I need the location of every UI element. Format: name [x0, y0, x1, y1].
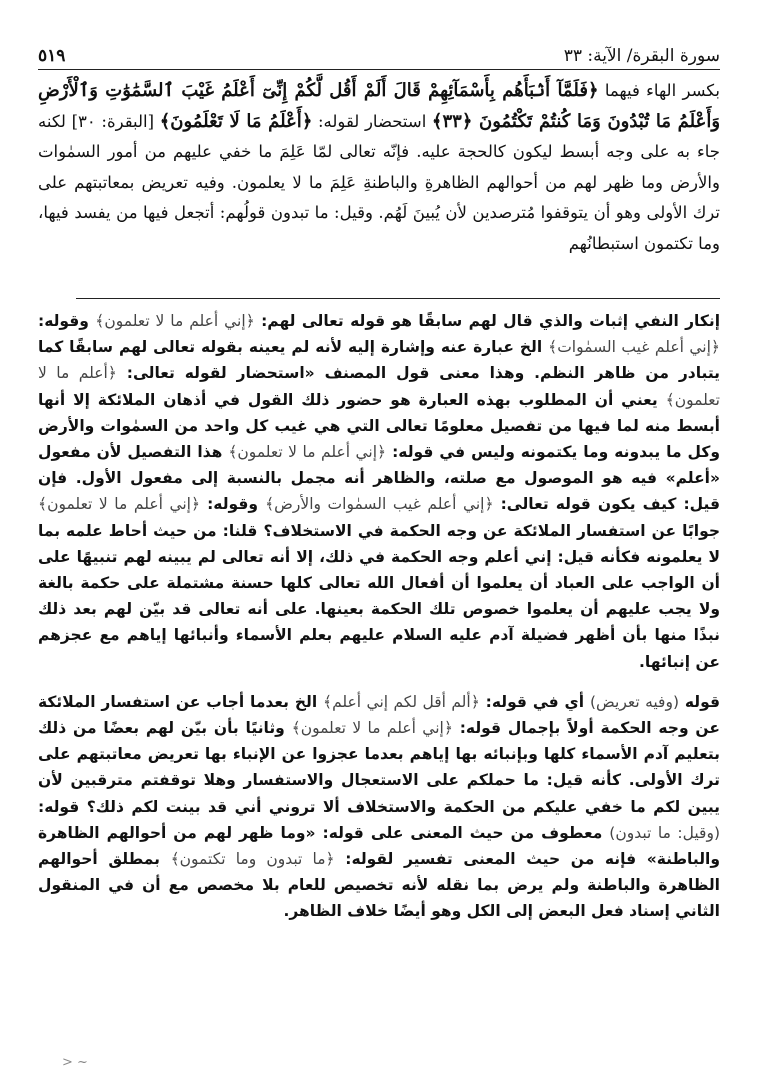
corner-mark: ~ < — [62, 1055, 88, 1070]
main-text: بكسر الهاء فيهما ﴿فَلَمَّآ أَنۢبَأَهُم بِأَسْمَآئِهِمْ قَالَ أَلَمْ أَقُل لَّكُمْ إِنِّىٓ أَعْلَمُ غَيْبَ ٱلسَّمَٰوَٰتِ وَٱلْأَرْضِ وَأَعْلَمُ مَا تُبْدُونَ وَمَا كُنتُمْ تَكْتُمُونَ ﴿٣٣﴾ استحضار لقوله: ﴿أَعْلَمُ مَا لَا تَعْلَمُونَ﴾ [البقرة: ٣٠] لكنه جاء به على وجه أبسط ليكون كالحجة عليه. فإنّه تعالى لمّا عَلِمَ ما خفي عليهم من أمور السمٰوات والأرض وما ظهر لهم من أحوالهم الظاهرةِ والباطنةِ عَلِمَ ما لا يعلمون. وفيه تعريض بمعاتبتهم على ترك الأولى وهو أن يتوقفوا مُترصدين لأن يُبينَ لَهُم. وقيل: ما تبدون قولُهم: أتجعل فيها من يفسد فيها، وما تكتمون استبطانُهم — [38, 80, 721, 253]
running-title: سورة البقرة/ الآية: ٣٣ — [563, 46, 720, 66]
quran-verse: ﴿فَلَمَّآ أَنۢبَأَهُم بِأَسْمَآئِهِمْ قَالَ أَلَمْ أَقُل لَّكُمْ إِنِّىٓ أَعْلَمُ غَيْبَ ٱلسَّمَٰوَٰتِ وَٱلْأَرْضِ وَأَعْلَمُ مَا تُبْدُونَ وَمَا كُنتُمْ تَكْتُمُونَ ﴿٣٣﴾ — [38, 80, 721, 132]
commentary — [38, 308, 720, 925]
page-header — [38, 38, 720, 70]
commentary-paragraph: قوله (وفيه تعريض) أي في قوله: ﴿ألم أقل لكم إني أعلم﴾ الخ بعدما أجاب عن استفسار الملائكة عن وجه الحكمة أولاً بإجمال قوله: ﴿إني أعلم ما لا تعلمون﴾ وثانيًا بأن بيّن لهم بعضًا من ذلك بتعليم آدم الأسماء كلها وبإنبائه بها إياهم بعدما عجزوا عن الإنباء بها تعريض معاتبتهم على ترك الأولى. كأنه قيل: ما حملكم على الاستعجال والاستفسار وهلا توقفتم مترقبين لأن يبين لكم ما خفي عليكم من الحكمة والاستخلاف ألا تروني أني قد بينت لكم ذلك؟ قوله: (وقيل: ما تبدون) معطوف من حيث المعنى على قوله: «وما ظهر لهم من أحوالهم الظاهرة والباطنة» فإنه من حيث المعنى تفسير لقوله: ﴿ما تبدون وما تكتمون﴾ بمطلق أحوالهم الظاهرة والباطنة ولم يرض بما نقله لأنه تخصيص للعام بلا مخصص مع أن في المنقول الثاني إسناد فعل البعض إلى الكل وهو أيضًا خلاف الظاهر. — [38, 692, 720, 921]
footnote-divider — [76, 298, 720, 299]
quran-verse: ﴿أَعْلَمُ مَا لَا تَعْلَمُونَ﴾ — [159, 110, 313, 132]
commentary-paragraph: إنكار النفي إثبات والذي قال لهم سابقًا هو قوله تعالى لهم: ﴿إني أعلم ما لا تعلمون﴾ وقوله: ﴿إني أعلم غيب السمٰوات﴾ الخ عبارة عنه وإشارة إليه لأنه لم يعينه بقوله تعالى لهم سابقًا كما يتبادر من ظاهر النظم. وهذا معنى قول المصنف «استحضار لقوله تعالى: ﴿أعلم ما لا تعلمون﴾ يعني أن المطلوب بهذه العبارة هو حضور ذلك القول في أذهان الملائكة إلا أنها أبسط منه لما فيها من تفصيل معلومًا تعالى التي هي غيب كل واحد من السمٰوات والأرض وكل ما يبدونه وما يكتمونه وليس في قوله: ﴿إني أعلم ما لا تعلمون﴾ هذا التفصيل لأن مفعول «أعلم» فيه هو الموصول مع صلته، والظاهر أنه مجمل بالنسبة إلى مفعول الأول. فإن قيل: كيف يكون قوله تعالى: ﴿إني أعلم غيب السمٰوات والأرض﴾ وقوله: ﴿إني أعلم ما لا تعلمون﴾ جوابًا عن استفسار الملائكة عن وجه الحكمة في الاستخلاف؟ قلنا: من حيث أحاط علمه بما لا يعلمونه فكأنه قيل: إني أعلم وجه الحكمة في ذلك، إلا أنه تعالى لم يبينه لهم تنبيهًا على أن الواجب على العباد أن يعلموا أن أفعال الله تعالى كلها حسنة مشتملة على حكمة بالغة ولا يجب عليهم أن يعلموا خصوص تلك الحكمة بعينها. على أنه تعالى قد بيّن لهم بعد ذلك نبذًا منها بأن أظهر فضيلة آدم عليه السلام عليهم بعلم الأسماء وأنبائها إياهم مع عجزهم عن إنبائها. — [38, 312, 721, 671]
page-number: ٥١٩ — [38, 46, 66, 66]
